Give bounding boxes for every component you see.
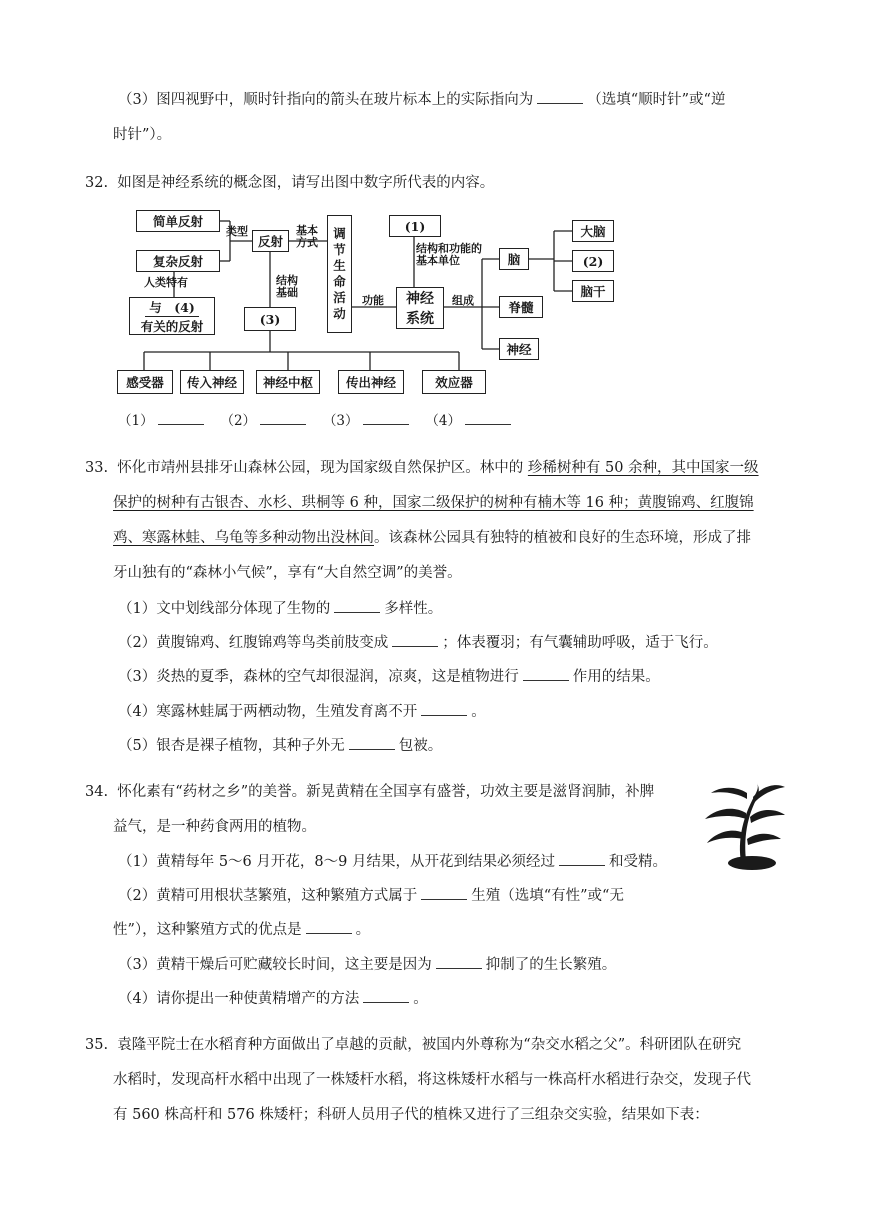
q35-line1 bbox=[85, 1035, 741, 1055]
q33-line2: 保护的树种有古银杏、水杉、珙桐等 6 种，国家二级保护的树种有楠木等 16 种；黄腹锦鸡、红腹锦 bbox=[113, 495, 754, 511]
box-blank-3: (3) bbox=[244, 307, 296, 331]
box-afferent-nerve: 传入神经 bbox=[180, 370, 244, 394]
q32-stem bbox=[85, 173, 494, 193]
answer-blank-3[interactable] bbox=[363, 410, 409, 425]
q32-text: 如图是神经系统的概念图，请写出图中数字所代表的内容。 bbox=[117, 175, 495, 191]
q34-blank3[interactable] bbox=[306, 919, 352, 934]
label-function: 功能 bbox=[362, 294, 384, 307]
box-brain: 脑 bbox=[499, 248, 529, 270]
q31-line1 bbox=[118, 89, 725, 110]
q34-sub3-a: （3）黄精干燥后可贮藏较长时间，这主要是因为 bbox=[118, 957, 432, 973]
q33-sub4-a: （4）寒露林蛙属于两栖动物，生殖发育离不开 bbox=[118, 704, 418, 720]
box-brainstem: 脑干 bbox=[572, 280, 614, 302]
q35-number: 35. bbox=[85, 1037, 109, 1053]
box-spinal-cord: 脊髓 bbox=[499, 296, 543, 318]
q33-sub1 bbox=[118, 598, 442, 619]
q34-sub1 bbox=[118, 851, 667, 872]
q33-sub3-b: 作用的结果。 bbox=[572, 669, 660, 685]
q32-number: 32. bbox=[85, 175, 109, 191]
box-effector: 效应器 bbox=[422, 370, 486, 394]
box-blank-2: (2) bbox=[572, 250, 614, 272]
q34-line2: 益气，是一种药食两用的植物。 bbox=[113, 819, 316, 835]
q33-blank4[interactable] bbox=[421, 701, 467, 716]
q34-sub2-d: 。 bbox=[355, 922, 371, 938]
box-nervous-system: 神经系统 bbox=[396, 287, 444, 329]
q34-sub2 bbox=[118, 885, 624, 906]
label-type: 类型 bbox=[226, 225, 248, 238]
label-basic-mode: 基本方式 bbox=[296, 224, 318, 249]
label-human-unique: 人类特有 bbox=[144, 276, 188, 289]
q34-sub1-b: 和受精。 bbox=[608, 854, 667, 870]
box-cerebrum: 大脑 bbox=[572, 220, 614, 242]
q34-sub4 bbox=[118, 988, 428, 1009]
answer-label-3: （3） bbox=[322, 413, 359, 429]
q32-answer-row bbox=[118, 410, 515, 431]
q33-blank1[interactable] bbox=[334, 598, 380, 613]
related-reflex-line2: 有关的反射 bbox=[140, 318, 204, 334]
box-receptor: 感受器 bbox=[117, 370, 173, 394]
q34-blank4[interactable] bbox=[436, 954, 482, 969]
q33-line4: 牙山独有的“森林小气候”，享有“大自然空调”的美誉。 bbox=[113, 565, 462, 581]
q35-text-1: 袁隆平院士在水稻育种方面做出了卓越的贡献，被国内外尊称为“杂交水稻之父”。科研团队在研究 bbox=[117, 1037, 742, 1053]
q33-sub5-a: （5）银杏是裸子植物，其种子外无 bbox=[118, 738, 345, 754]
nervous-system-concept-map bbox=[114, 207, 634, 400]
q34-sub3-b: 抑制了的生长繁殖。 bbox=[485, 957, 617, 973]
q31-line2: 时针”）。 bbox=[113, 127, 172, 143]
q34-sub2-a: （2）黄精可用根状茎繁殖，这种繁殖方式属于 bbox=[118, 888, 418, 904]
box-efferent-nerve: 传出神经 bbox=[338, 370, 404, 394]
q35-line3: 有 560 株高杆和 576 株矮杆；科研人员用子代的植株又进行了三组杂交实验，结果如下表： bbox=[113, 1107, 709, 1123]
q33-line3 bbox=[113, 528, 751, 548]
label-compose: 组成 bbox=[452, 294, 474, 307]
q33-text-1a: 怀化市靖州县排牙山森林公园，现为国家级自然保护区。林中的 bbox=[117, 460, 524, 476]
q34-sub1-a: （1）黄精每年 5～6 月开花，8～9 月结果，从开花到结果必须经过 bbox=[118, 854, 555, 870]
label-basic-unit: 结构和功能的基本单位 bbox=[416, 242, 482, 267]
q33-sub5 bbox=[118, 735, 442, 756]
q34-blank2[interactable] bbox=[421, 885, 467, 900]
q34-sub4-a: （4）请你提出一种使黄精增产的方法 bbox=[118, 991, 360, 1007]
q33-text-1b: 珍稀树种有 50 余种，其中国家一级 bbox=[527, 460, 759, 476]
q33-sub1-a: （1）文中划线部分体现了生物的 bbox=[118, 601, 331, 617]
q34-blank1[interactable] bbox=[559, 851, 605, 866]
related-reflex-line1: 与 (4) bbox=[145, 298, 199, 317]
box-related-reflex bbox=[129, 297, 215, 335]
label-structure-basis: 结构基础 bbox=[276, 274, 298, 299]
q31-text-b: （选填“顺时针”或“逆 bbox=[587, 92, 726, 108]
q33-sub3 bbox=[118, 666, 660, 687]
q33-sub4 bbox=[118, 701, 486, 722]
q33-number: 33. bbox=[85, 460, 109, 476]
q34-text-1: 怀化素有“药材之乡”的美誉。新晃黄精在全国享有盛誉，功效主要是滋肾润肺，补脾 bbox=[117, 784, 655, 800]
q33-blank3[interactable] bbox=[523, 666, 569, 681]
q33-sub5-b: 包被。 bbox=[398, 738, 443, 754]
box-reflex: 反射 bbox=[252, 230, 289, 252]
q33-sub2 bbox=[118, 632, 718, 653]
q34-blank5[interactable] bbox=[363, 988, 409, 1003]
box-blank-1: (1) bbox=[389, 215, 441, 237]
regulate-text: 调节生命活动 bbox=[333, 226, 346, 321]
q33-sub2-b: ；体表覆羽；有气囊辅助呼吸，适于飞行。 bbox=[442, 635, 718, 651]
q34-sub2-cont bbox=[113, 919, 370, 940]
huangjing-plant-image bbox=[697, 775, 787, 875]
q33-blank2[interactable] bbox=[392, 632, 438, 647]
answer-label-4: （4） bbox=[425, 413, 461, 429]
q35-line2: 水稻时，发现高杆水稻中出现了一株矮杆水稻，将这株矮杆水稻与一株高杆水稻进行杂交，发现子代 bbox=[113, 1072, 751, 1088]
q33-sub3-a: （3）炎热的夏季，森林的空气却很湿润，凉爽，这是植物进行 bbox=[118, 669, 519, 685]
q34-sub2-c: 性”），这种繁殖方式的优点是 bbox=[113, 922, 302, 938]
q31-text-a: （3）图四视野中，顺时针指向的箭头在玻片标本上的实际指向为 bbox=[118, 92, 534, 108]
q34-sub4-b: 。 bbox=[413, 991, 428, 1007]
q34-sub3 bbox=[118, 954, 616, 975]
answer-blank-4[interactable] bbox=[465, 410, 511, 425]
q33-sub1-b: 多样性。 bbox=[384, 601, 443, 617]
q34-sub2-b: 生殖（选填“有性”或“无 bbox=[471, 888, 624, 904]
q33-text-3a: 鸡、寒露林蛙、乌龟等多种动物出没林间 bbox=[113, 530, 374, 546]
box-nerve: 神经 bbox=[499, 338, 539, 360]
answer-blank-2[interactable] bbox=[260, 410, 306, 425]
box-nerve-center: 神经中枢 bbox=[256, 370, 320, 394]
answer-blank-1[interactable] bbox=[158, 410, 204, 425]
q33-text-3b: 。该森林公园具有独特的植被和良好的生态环境，形成了排 bbox=[374, 530, 751, 546]
q31-answer-blank[interactable] bbox=[537, 89, 583, 104]
box-complex-reflex: 复杂反射 bbox=[136, 250, 220, 272]
answer-label-1: （1） bbox=[118, 413, 154, 429]
box-simple-reflex: 简单反射 bbox=[136, 210, 220, 232]
answer-label-2: （2） bbox=[220, 413, 257, 429]
q34-line1 bbox=[85, 782, 654, 802]
q34-number: 34. bbox=[85, 784, 109, 800]
q33-line1 bbox=[85, 458, 759, 478]
q33-sub4-b: 。 bbox=[471, 704, 486, 720]
q33-sub2-a: （2）黄腹锦鸡、红腹锦鸡等鸟类前肢变成 bbox=[118, 635, 389, 651]
box-regulate bbox=[327, 215, 352, 333]
q33-blank5[interactable] bbox=[349, 735, 395, 750]
